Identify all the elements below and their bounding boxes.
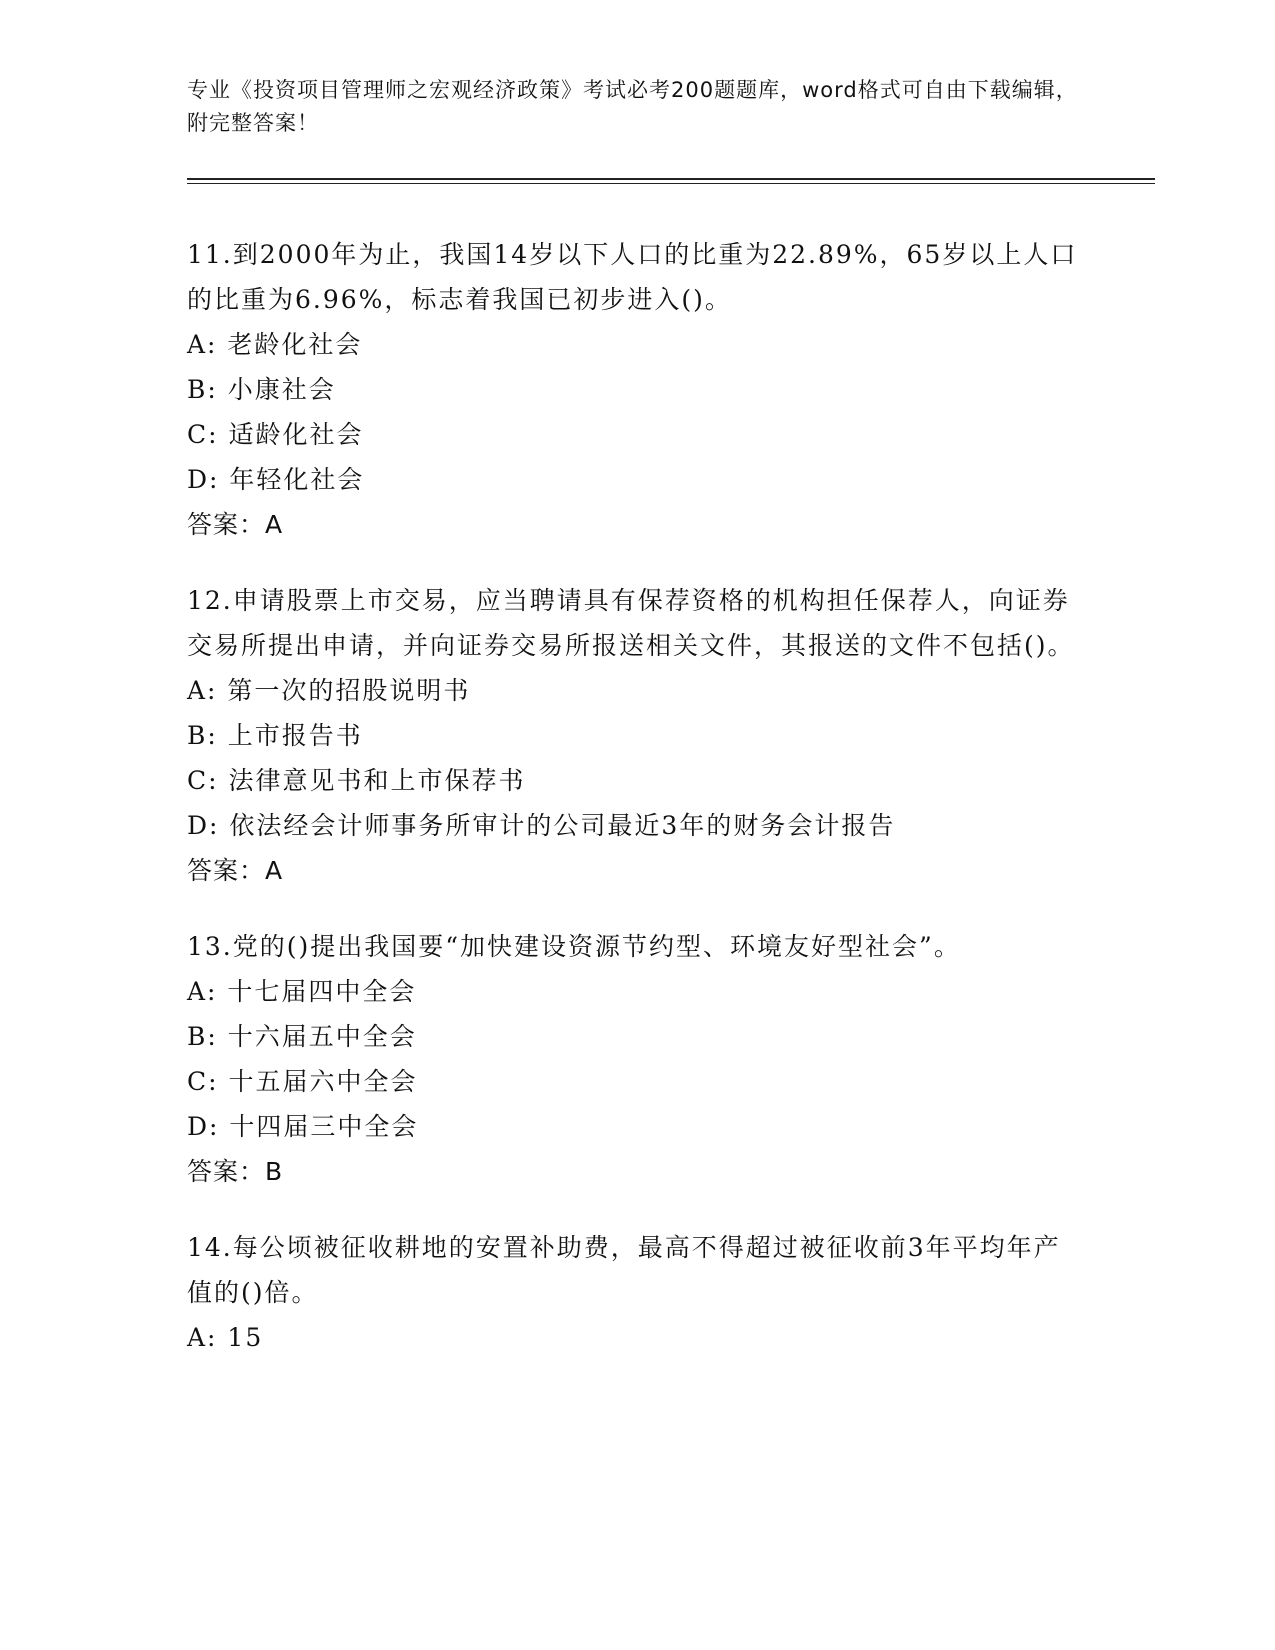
header-text: 专业《投资项目管理师之宏观经济政策》考试必考200题题库，word格式可自由下载编辑，附完整答案！ [187, 78, 1078, 135]
question-text: 11.到2000年为止，我国14岁以下人口的比重为22.89%，65岁以上人口的比重为6.96%，标志着我国已初步进入()。 [187, 240, 1078, 314]
document-header [187, 74, 1087, 140]
option-a: A: 15 [187, 1323, 264, 1352]
option-d: D: 年轻化社会 [187, 465, 365, 494]
question-text: 14.每公顷被征收耕地的安置补助费，最高不得超过被征收前3年平均年产值的()倍。 [187, 1233, 1061, 1307]
option-c: C: 法律意见书和上市保荐书 [187, 766, 526, 795]
option-b: B: 小康社会 [187, 375, 336, 404]
answer-line: 答案：A [187, 510, 284, 539]
question-list [187, 232, 1087, 1391]
option-c: C: 十五届六中全会 [187, 1067, 418, 1096]
option-b: B: 上市报告书 [187, 721, 363, 750]
answer-line: 答案：A [187, 856, 284, 885]
question-11 [187, 232, 1087, 547]
question-14 [187, 1225, 1087, 1360]
option-d: D: 十四届三中全会 [187, 1112, 419, 1141]
question-text: 13.党的()提出我国要“加快建设资源节约型、环境友好型社会”。 [187, 932, 961, 961]
question-12 [187, 578, 1087, 893]
answer-line: 答案：B [187, 1157, 284, 1186]
option-a: A: 十七届四中全会 [187, 977, 417, 1006]
header-divider-thick [187, 178, 1155, 180]
option-d: D: 依法经会计师事务所审计的公司最近3年的财务会计报告 [187, 811, 896, 840]
option-b: B: 十六届五中全会 [187, 1022, 417, 1051]
question-13 [187, 924, 1087, 1194]
question-text: 12.申请股票上市交易，应当聘请具有保荐资格的机构担任保荐人，向证券交易所提出申请，并向证券交易所报送相关文件，其报送的文件不包括()。 [187, 586, 1075, 660]
option-a: A: 老龄化社会 [187, 330, 363, 359]
header-divider-thin [187, 183, 1155, 184]
option-a: A: 第一次的招股说明书 [187, 676, 471, 705]
option-c: C: 适龄化社会 [187, 420, 364, 449]
